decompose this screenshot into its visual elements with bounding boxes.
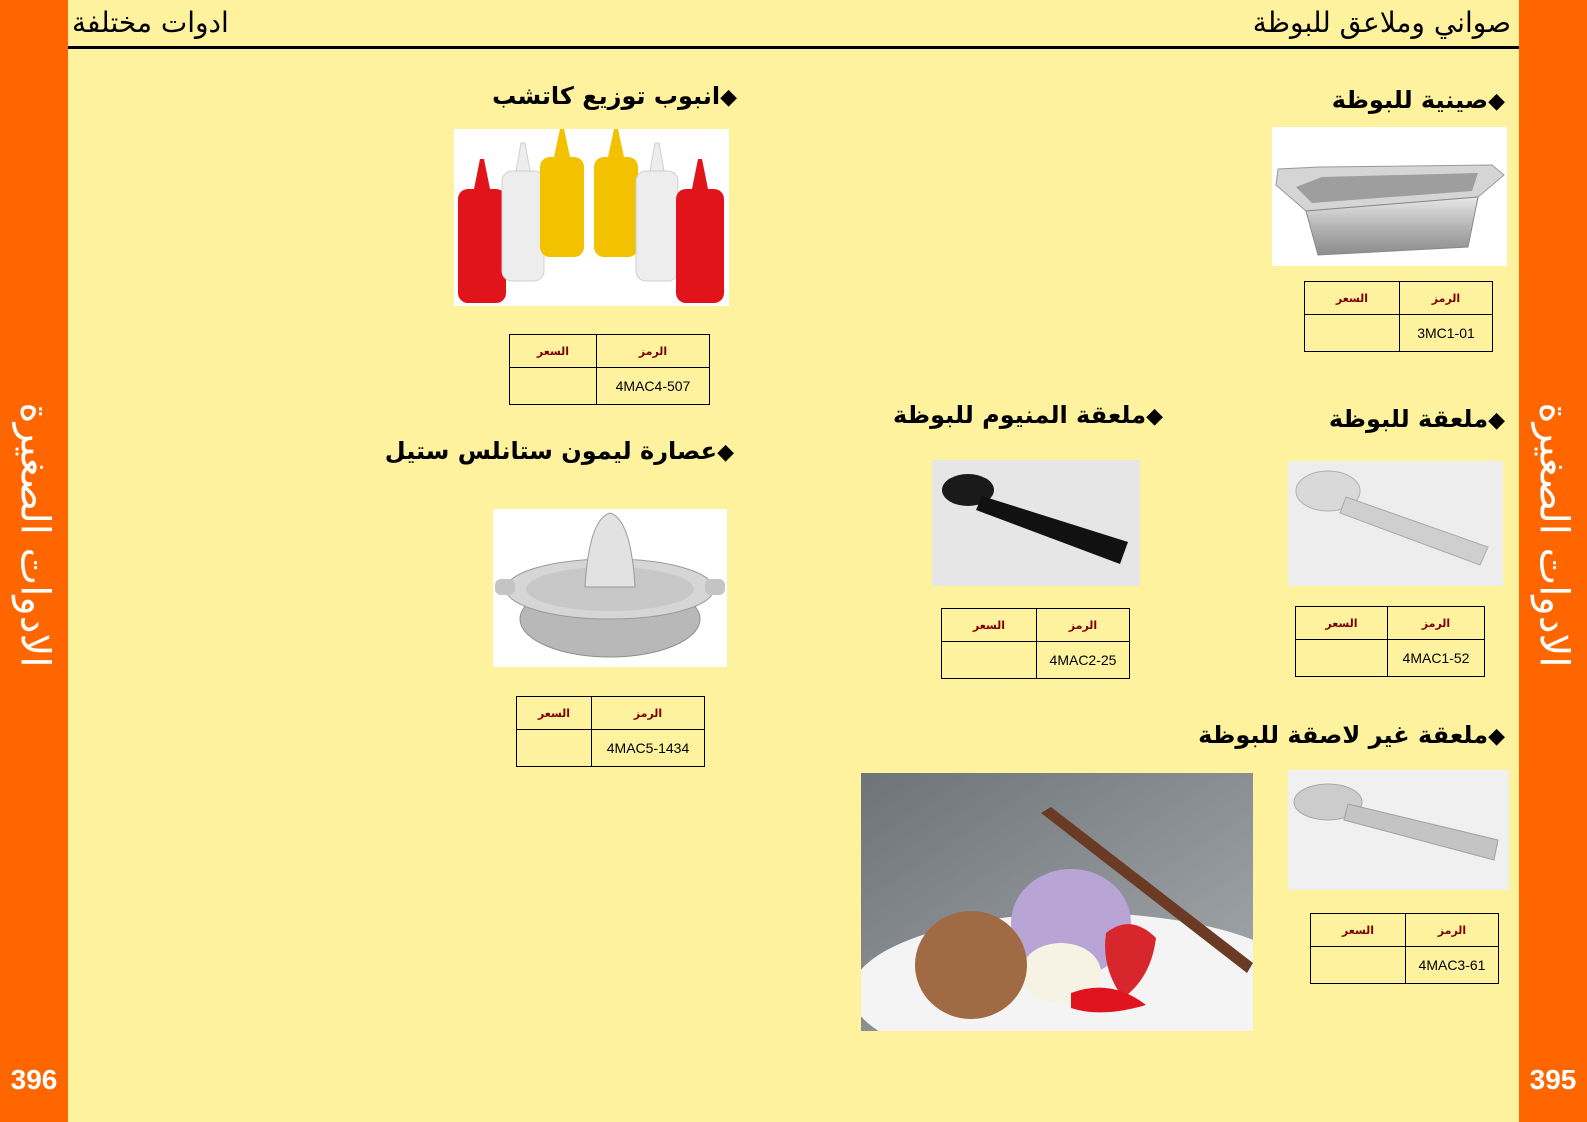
product-price — [1305, 315, 1400, 352]
product-price — [942, 642, 1037, 679]
product-code: 4MAC2-25 — [1037, 642, 1130, 679]
bullet-icon: ◆ — [1488, 89, 1505, 114]
price-header: السعر — [1305, 282, 1400, 315]
product-price — [1296, 640, 1388, 677]
ice-cream-tray-image — [1272, 127, 1507, 266]
bullet-icon: ◆ — [720, 85, 737, 110]
left-side-band — [0, 0, 68, 1122]
code-header: الرمز — [1406, 914, 1499, 947]
product-table-scoop — [1295, 606, 1485, 677]
price-header: السعر — [1296, 607, 1388, 640]
product-table-non-stick-scoop — [1310, 913, 1499, 984]
product-code: 4MAC4-507 — [597, 368, 710, 405]
product-price — [517, 730, 592, 767]
lemon-juicer-image — [493, 509, 727, 667]
left-side-title: الادوات الصغيرة — [11, 402, 58, 668]
ice-cream-scoop-image — [1288, 461, 1503, 586]
left-page-header: ادوات مختلفة — [72, 6, 229, 39]
bullet-icon: ◆ — [717, 440, 734, 465]
bullet-icon: ◆ — [1488, 408, 1505, 433]
product-price — [510, 368, 597, 405]
product-title-ketchup-bottles: ◆انبوب توزيع كاتشب — [492, 82, 737, 110]
code-header: الرمز — [597, 335, 710, 368]
code-header: الرمز — [1400, 282, 1493, 315]
aluminium-scoop-image — [932, 460, 1140, 586]
code-header: الرمز — [1388, 607, 1485, 640]
code-header: الرمز — [592, 697, 705, 730]
price-header: السعر — [1311, 914, 1406, 947]
product-code: 4MAC5-1434 — [592, 730, 705, 767]
code-header: الرمز — [1037, 609, 1130, 642]
bullet-icon: ◆ — [1488, 724, 1505, 749]
product-table-aluminium-scoop — [941, 608, 1130, 679]
product-title-scoop: ◆ملعقة للبوظة — [1328, 405, 1505, 433]
right-page-number: 395 — [1529, 1064, 1577, 1095]
right-page-header: صواني وملاعق للبوظة — [1252, 6, 1511, 39]
product-code: 3MC1-01 — [1400, 315, 1493, 352]
right-side-band — [1519, 0, 1587, 1122]
product-title-non-stick-scoop: ◆ملعقة غير لاصقة للبوظة — [1198, 721, 1505, 749]
product-table-ketchup-bottles — [509, 334, 710, 405]
product-table-lemon-juicer — [516, 696, 705, 767]
product-title-tray: ◆صينية للبوظة — [1331, 86, 1505, 114]
product-table-tray — [1304, 281, 1493, 352]
product-price — [1311, 947, 1406, 984]
product-title-lemon-juicer: ◆عصارة ليمون ستانلس ستيل — [384, 437, 734, 465]
left-page-number: 396 — [10, 1064, 58, 1095]
product-title-aluminium-scoop: ◆ملعقة المنيوم للبوظة — [892, 401, 1163, 429]
right-side-title: الادوات الصغيرة — [1530, 402, 1577, 668]
ice-cream-dessert-photo — [861, 773, 1253, 1031]
product-code: 4MAC3-61 — [1406, 947, 1499, 984]
non-stick-scoop-image — [1288, 770, 1509, 890]
squeeze-bottles-image — [454, 129, 729, 306]
bullet-icon: ◆ — [1146, 404, 1163, 429]
price-header: السعر — [517, 697, 592, 730]
price-header: السعر — [510, 335, 597, 368]
price-header: السعر — [942, 609, 1037, 642]
header-divider — [68, 46, 1519, 49]
product-code: 4MAC1-52 — [1388, 640, 1485, 677]
